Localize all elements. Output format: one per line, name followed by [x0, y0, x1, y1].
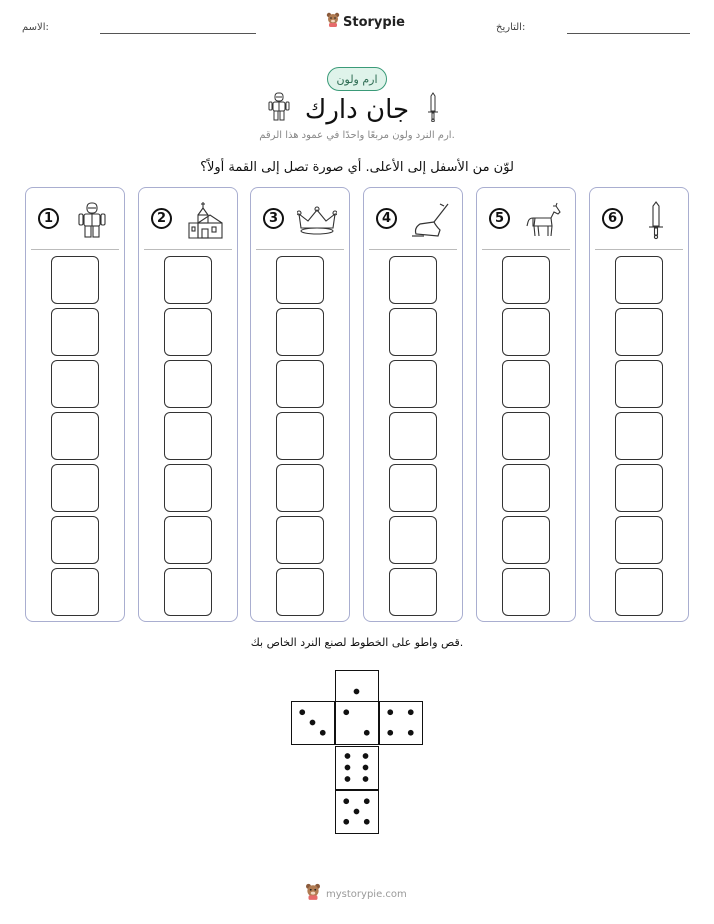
horse-icon: [523, 200, 563, 240]
color-box[interactable]: [389, 412, 437, 460]
column-3: [250, 187, 350, 622]
column-number: 1: [38, 208, 59, 229]
color-box[interactable]: [389, 360, 437, 408]
crown-icon: [297, 200, 337, 240]
color-box[interactable]: [615, 256, 663, 304]
dice-pip: [363, 776, 369, 782]
color-box[interactable]: [164, 516, 212, 564]
column-header: [590, 188, 688, 250]
column-header: [139, 188, 237, 250]
footer: [305, 883, 407, 905]
column-header: [251, 188, 349, 250]
subtitle: ارم النرد ولون مربعًا واحدًا في عمود هذا الرقم.: [259, 130, 455, 141]
dice-pip: [299, 709, 305, 715]
column-divider: [256, 249, 344, 250]
column-divider: [482, 249, 570, 250]
dice-pip: [354, 689, 360, 695]
color-box[interactable]: [276, 360, 324, 408]
brand-logo: [326, 12, 405, 32]
dice-pip: [343, 798, 349, 804]
dice-face-6: [335, 746, 379, 790]
color-box[interactable]: [615, 360, 663, 408]
color-box[interactable]: [51, 360, 99, 408]
column-number: 6: [602, 208, 623, 229]
dice-pip: [343, 819, 349, 825]
color-box[interactable]: [164, 464, 212, 512]
dice-pip: [345, 753, 351, 759]
color-box[interactable]: [51, 568, 99, 616]
color-box[interactable]: [389, 256, 437, 304]
color-box[interactable]: [615, 412, 663, 460]
bear-mascot-icon: [305, 883, 321, 905]
dice-pip: [408, 730, 414, 736]
column-number: 4: [376, 208, 397, 229]
knight-icon: [72, 200, 112, 240]
name-line: [100, 33, 256, 34]
dice-face-5: [335, 790, 379, 834]
dice-face-2: [335, 701, 379, 745]
color-box[interactable]: [164, 412, 212, 460]
dice-pip: [364, 730, 370, 736]
column-divider: [144, 249, 232, 250]
column-number: 2: [151, 208, 172, 229]
column-1: [25, 187, 125, 622]
color-box[interactable]: [164, 360, 212, 408]
color-box[interactable]: [51, 308, 99, 356]
dice-face-4: [379, 701, 423, 745]
color-box[interactable]: [502, 568, 550, 616]
column-6: [589, 187, 689, 622]
color-box[interactable]: [502, 464, 550, 512]
column-divider: [369, 249, 457, 250]
color-box[interactable]: [164, 568, 212, 616]
dice-pip: [320, 730, 326, 736]
color-box[interactable]: [51, 516, 99, 564]
dice-pip: [343, 709, 349, 715]
color-box[interactable]: [276, 308, 324, 356]
column-4: [363, 187, 463, 622]
name-label: الاسم:: [22, 22, 49, 33]
church-icon: [185, 200, 225, 240]
color-box[interactable]: [502, 412, 550, 460]
color-box[interactable]: [51, 412, 99, 460]
color-box[interactable]: [389, 464, 437, 512]
color-box[interactable]: [276, 464, 324, 512]
dice-pip: [408, 709, 414, 715]
dice-pip: [363, 753, 369, 759]
column-header: [26, 188, 124, 250]
dice-pip: [364, 798, 370, 804]
color-box[interactable]: [389, 568, 437, 616]
color-box[interactable]: [276, 412, 324, 460]
dice-pip: [387, 709, 393, 715]
column-2: [138, 187, 238, 622]
color-box[interactable]: [389, 516, 437, 564]
date-label: التاريخ:: [496, 22, 526, 33]
color-box[interactable]: [502, 256, 550, 304]
column-5: [476, 187, 576, 622]
dice-pip: [345, 765, 351, 771]
dice-pip: [345, 776, 351, 782]
column-divider: [31, 249, 119, 250]
column-divider: [595, 249, 683, 250]
dice-pip: [354, 809, 360, 815]
question-text: لوّن من الأسفل إلى الأعلى. أي صورة تصل إلى القمة أولاً؟: [200, 160, 514, 175]
activity-badge: ارم ولون: [327, 67, 387, 91]
color-box[interactable]: [615, 516, 663, 564]
dice-instruction: قص واطو على الخطوط لصنع النرد الخاص بك.: [250, 636, 464, 649]
color-box[interactable]: [276, 568, 324, 616]
color-box[interactable]: [615, 568, 663, 616]
bear-mascot-icon: [326, 12, 340, 32]
color-box[interactable]: [164, 308, 212, 356]
color-box[interactable]: [51, 256, 99, 304]
color-box[interactable]: [502, 308, 550, 356]
dice-pip: [310, 720, 316, 726]
page-title: جان دارك: [304, 95, 410, 125]
color-box[interactable]: [615, 464, 663, 512]
dice-pip: [363, 765, 369, 771]
color-box[interactable]: [615, 308, 663, 356]
brand-name: Storypie: [343, 14, 405, 30]
color-box[interactable]: [51, 464, 99, 512]
column-header: [364, 188, 462, 250]
sword-icon: [427, 92, 439, 126]
dice-pip: [387, 730, 393, 736]
color-box[interactable]: [389, 308, 437, 356]
column-header: [477, 188, 575, 250]
footer-url: mystorypie.com: [326, 888, 407, 900]
plow-icon: [410, 200, 450, 240]
dice-pip: [364, 819, 370, 825]
sword-icon: [636, 200, 676, 240]
color-box[interactable]: [502, 360, 550, 408]
dice-face-3: [291, 701, 335, 745]
column-number: 3: [263, 208, 284, 229]
column-number: 5: [489, 208, 510, 229]
color-box[interactable]: [276, 256, 324, 304]
date-line: [567, 33, 690, 34]
color-box[interactable]: [276, 516, 324, 564]
color-box[interactable]: [502, 516, 550, 564]
color-box[interactable]: [164, 256, 212, 304]
